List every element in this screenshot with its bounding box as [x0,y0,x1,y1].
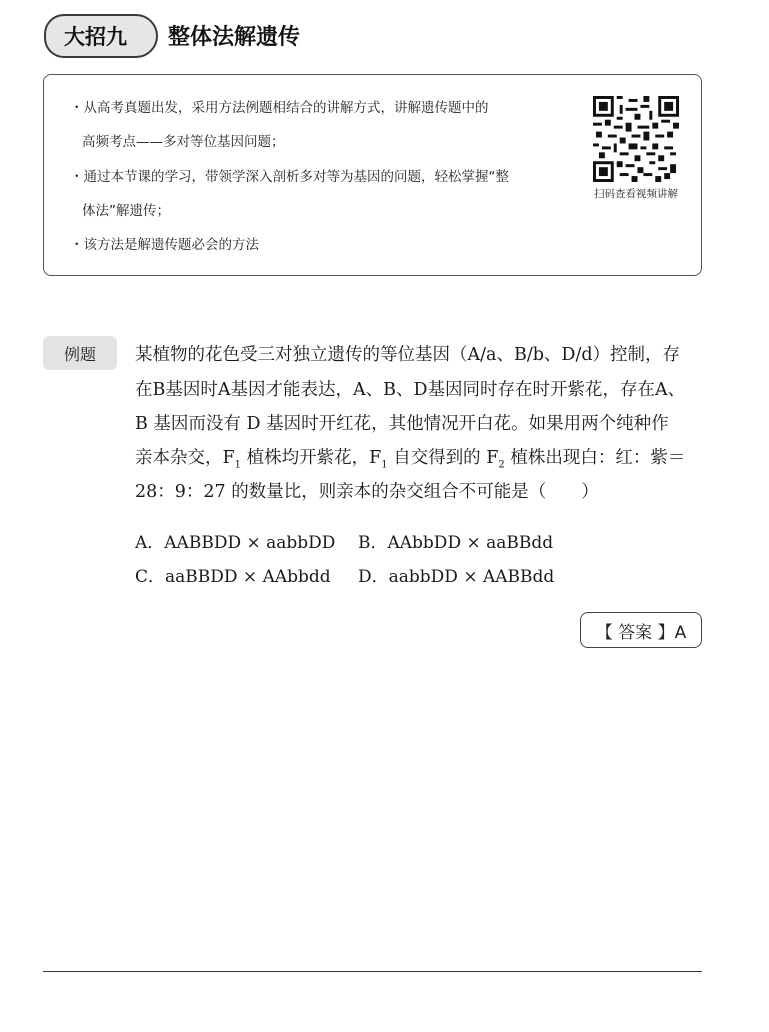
subscript: 1 [381,459,388,471]
question-line [135,444,685,471]
question-line: 28：9：27 的数量比，则亲本的杂交组合不可能是（ ） [135,482,599,502]
subscript: 2 [498,459,505,471]
answer-box: 【 答案 】A [580,612,702,648]
footer-divider [43,971,702,972]
section-title: 整体法解遗传 [168,25,301,50]
qr-caption: 扫码查看视频讲解 [594,188,678,200]
question-text: 植株出现白：红：紫＝ [504,448,686,468]
example-label: 例题 [43,336,117,370]
option-a: A．AABBDD × aabbDD [135,533,336,553]
intro-line: ・通过本节课的学习，带领学深入剖析多对等为基因的问题，轻松掌握“整 [70,169,509,185]
qr-code-icon[interactable] [593,96,679,182]
question-line: 在B基因时A基因才能表达，A、B、D基因同时存在时开紫花，存在A、 [135,380,686,400]
question-line: 某植物的花色受三对独立遗传的等位基因（A/a、B/b、D/d）控制，存 [135,345,681,365]
option-d: D．aabbDD × AABBdd [358,567,555,587]
question-text: 植株均开紫花，F [241,448,382,468]
option-b: B．AAbbDD × aaBBdd [358,533,554,553]
option-c: C．aaBBDD × AAbbdd [135,567,331,587]
intro-line: ・从高考真题出发，采用方法例题相结合的讲解方式，讲解遗传题中的 [70,100,489,116]
intro-line: 高频考点——多对等位基因问题； [82,134,285,150]
subscript: 1 [234,459,242,471]
question-line: B 基因而没有 D 基因时开红花，其他情况开白花。如果用两个纯种作 [135,414,669,434]
question-text: 亲本杂交，F [135,448,235,468]
intro-line: 体法”解遗传； [82,203,170,219]
question-text: 自交得到的 F [387,448,499,468]
intro-line: ・该方法是解遗传题必会的方法 [70,237,259,253]
section-badge: 大招九 [64,25,127,49]
